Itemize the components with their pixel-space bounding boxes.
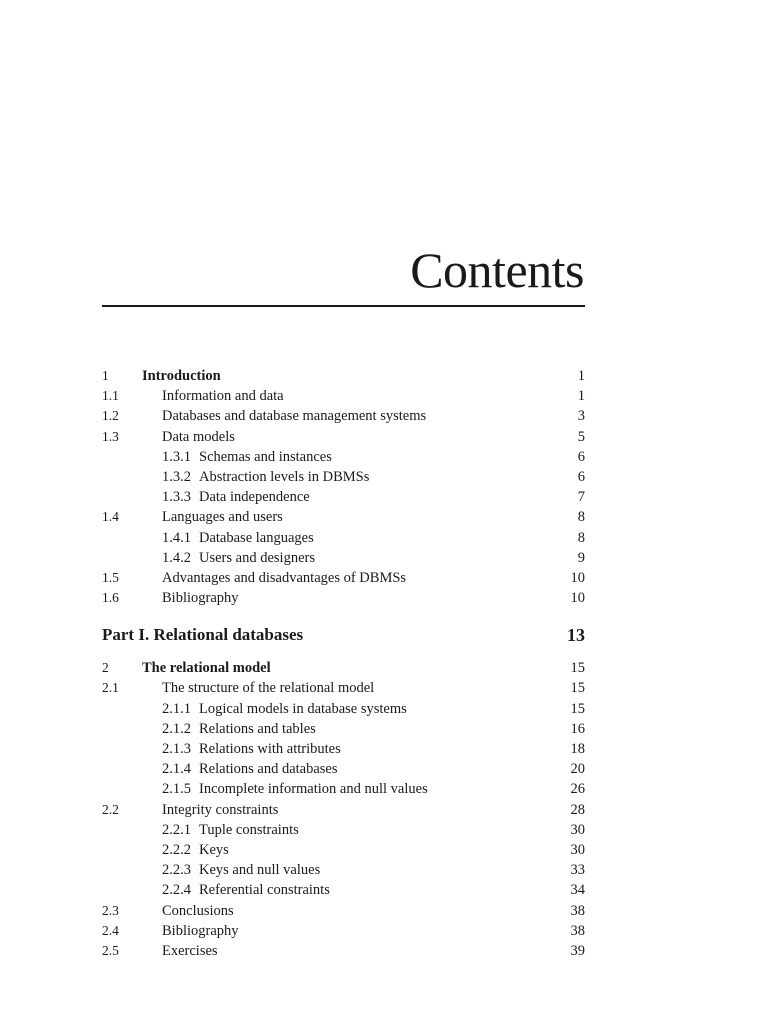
- toc-number: 1.3: [102, 428, 119, 444]
- table-of-contents: [102, 366, 585, 961]
- toc-part-entry[interactable]: [102, 620, 585, 650]
- toc-number: 1.3.3: [162, 489, 191, 506]
- toc-number: 2.1.4: [162, 761, 191, 778]
- toc-number: 1.4.2: [162, 549, 191, 566]
- toc-number: 1.1: [102, 388, 119, 404]
- toc-section-entry[interactable]: [102, 427, 585, 447]
- toc-number: 2.1.5: [162, 781, 191, 798]
- toc-section-entry[interactable]: [102, 800, 585, 820]
- toc-page-number: 10: [570, 590, 585, 607]
- toc-title: Relations and tables: [199, 720, 316, 737]
- toc-page-number: 20: [570, 761, 585, 778]
- toc-number: 2.5: [102, 942, 119, 958]
- title-rule: [102, 305, 585, 307]
- toc-section-entry[interactable]: [102, 941, 585, 961]
- toc-subsection-entry[interactable]: [102, 739, 585, 759]
- toc-title: Relations with attributes: [199, 741, 341, 757]
- toc-title: Tuple constraints: [199, 821, 299, 838]
- toc-subsection-label: [162, 487, 310, 507]
- toc-subsection-label: [162, 447, 332, 467]
- toc-title: Advantages and disadvantages of DBMSs: [162, 569, 407, 586]
- toc-page-number: 28: [570, 801, 585, 818]
- toc-number: 2.2.1: [162, 821, 191, 838]
- toc-page-number: 15: [570, 680, 585, 697]
- toc-subsection-entry[interactable]: [102, 880, 585, 900]
- toc-subsection-label: [162, 548, 315, 568]
- toc-page-number: 1: [577, 388, 585, 405]
- toc-chapter-entry[interactable]: [102, 366, 585, 386]
- toc-title: Introduction: [142, 368, 221, 384]
- toc-page-number: 1: [577, 368, 585, 384]
- toc-title: Part I. Relational databases: [102, 625, 304, 645]
- toc-number: 1.4: [102, 509, 119, 525]
- toc-subsection-entry[interactable]: [102, 719, 585, 739]
- page-title: Contents: [410, 242, 584, 298]
- toc-subsection-label: [162, 840, 229, 860]
- toc-title: Users and designers: [199, 549, 315, 566]
- toc-page-number: 30: [570, 841, 585, 858]
- toc-number: 2: [102, 660, 109, 676]
- toc-subsection-label: [162, 759, 338, 779]
- toc-title: Conclusions: [162, 902, 234, 919]
- toc-page-number: 34: [570, 882, 585, 899]
- toc-page-number: 38: [570, 902, 585, 919]
- toc-chapter-entry[interactable]: [102, 658, 585, 678]
- toc-subsection-label: [162, 779, 428, 799]
- toc-number: 1.4.1: [162, 529, 191, 546]
- toc-page-number: 3: [577, 408, 585, 425]
- toc-title: Languages and users: [162, 509, 283, 526]
- toc-title: Incomplete information and null values: [199, 781, 428, 798]
- toc-page-number: 6: [577, 468, 585, 485]
- toc-section-entry[interactable]: [102, 568, 585, 588]
- toc-number: 2.1.2: [162, 720, 191, 737]
- toc-subsection-entry[interactable]: [102, 840, 585, 860]
- toc-section-entry[interactable]: [102, 901, 585, 921]
- toc-title: Exercises: [162, 942, 218, 959]
- toc-title: Information and data: [162, 388, 284, 405]
- toc-number: 1: [102, 368, 109, 383]
- toc-subsection-entry[interactable]: [102, 528, 585, 548]
- toc-title: Abstraction levels in DBMSs: [199, 468, 370, 485]
- toc-page-number: 26: [570, 781, 585, 798]
- toc-number: 1.5: [102, 569, 119, 585]
- toc-title: Data models: [162, 428, 235, 445]
- toc-title: Schemas and instances: [199, 448, 332, 465]
- toc-subsection-label: [162, 860, 320, 880]
- toc-section-entry[interactable]: [102, 588, 585, 608]
- toc-subsection-entry[interactable]: [102, 860, 585, 880]
- toc-page-number: 6: [577, 448, 585, 465]
- toc-number: 1.3.1: [162, 448, 191, 465]
- toc-subsection-entry[interactable]: [102, 779, 585, 799]
- toc-number: 2.4: [102, 922, 119, 938]
- toc-page-number: 9: [577, 549, 585, 566]
- toc-section-entry[interactable]: [102, 678, 585, 698]
- toc-subsection-label: [162, 719, 316, 739]
- toc-subsection-entry[interactable]: [102, 759, 585, 779]
- toc-title: Data independence: [199, 489, 310, 506]
- toc-section-entry[interactable]: [102, 386, 585, 406]
- toc-subsection-entry[interactable]: [102, 447, 585, 467]
- toc-section-entry[interactable]: [102, 507, 585, 527]
- toc-number: 2.2.3: [162, 862, 191, 879]
- toc-number: 2.3: [102, 902, 119, 918]
- toc-number: 2.2.4: [162, 882, 191, 899]
- toc-number: 2.2.2: [162, 841, 191, 858]
- toc-title: Referential constraints: [199, 882, 330, 899]
- toc-page-number: 10: [570, 569, 585, 586]
- toc-page-number: 8: [577, 529, 585, 546]
- toc-number: 1.6: [102, 590, 119, 606]
- toc-number: 1.3.2: [162, 468, 191, 485]
- toc-title: The relational model: [142, 660, 271, 677]
- toc-subsection-entry[interactable]: [102, 548, 585, 568]
- toc-number: 2.1: [102, 680, 119, 696]
- toc-page-number: 15: [570, 660, 585, 677]
- toc-page-number: 38: [570, 922, 585, 939]
- toc-title: Databases and database management systems: [162, 408, 427, 425]
- toc-page-number: 33: [570, 862, 585, 879]
- toc-subsection-label: [162, 880, 330, 900]
- toc-page-number: 8: [577, 509, 585, 526]
- toc-number: 2.1.1: [162, 700, 191, 717]
- toc-subsection-label: [162, 820, 299, 840]
- toc-section-entry[interactable]: [102, 921, 585, 941]
- toc-subsection-label: [162, 739, 341, 759]
- toc-page-number: 16: [570, 720, 585, 737]
- toc-page-number: 13: [567, 625, 585, 646]
- toc-page-number: 18: [570, 741, 585, 757]
- toc-subsection-entry[interactable]: [102, 820, 585, 840]
- toc-page-number: 7: [577, 489, 585, 506]
- toc-title: Keys: [199, 841, 229, 858]
- toc-title: Relations and databases: [199, 761, 338, 778]
- toc-page-number: 39: [570, 942, 585, 959]
- toc-subsection-entry[interactable]: [102, 467, 585, 487]
- toc-title: Logical models in database systems: [199, 700, 407, 717]
- toc-subsection-entry[interactable]: [102, 487, 585, 507]
- toc-title: The structure of the relational model: [162, 680, 375, 697]
- toc-page-number: 30: [570, 821, 585, 838]
- toc-title: Integrity constraints: [162, 801, 279, 818]
- toc-subsection-entry[interactable]: [102, 699, 585, 719]
- toc-subsection-label: [162, 699, 407, 719]
- toc-subsection-label: [162, 528, 314, 548]
- toc-section-entry[interactable]: [102, 406, 585, 426]
- toc-subsection-label: [162, 467, 369, 487]
- toc-title: Database languages: [199, 529, 314, 546]
- toc-number: 1.2: [102, 408, 119, 424]
- toc-title: Keys and null values: [199, 862, 321, 879]
- toc-page-number: 15: [570, 700, 585, 717]
- toc-number: 2.2: [102, 801, 119, 817]
- toc-number: 2.1.3: [162, 741, 191, 757]
- toc-title: Bibliography: [162, 922, 239, 939]
- toc-page-number: 5: [577, 428, 585, 445]
- toc-title: Bibliography: [162, 590, 239, 607]
